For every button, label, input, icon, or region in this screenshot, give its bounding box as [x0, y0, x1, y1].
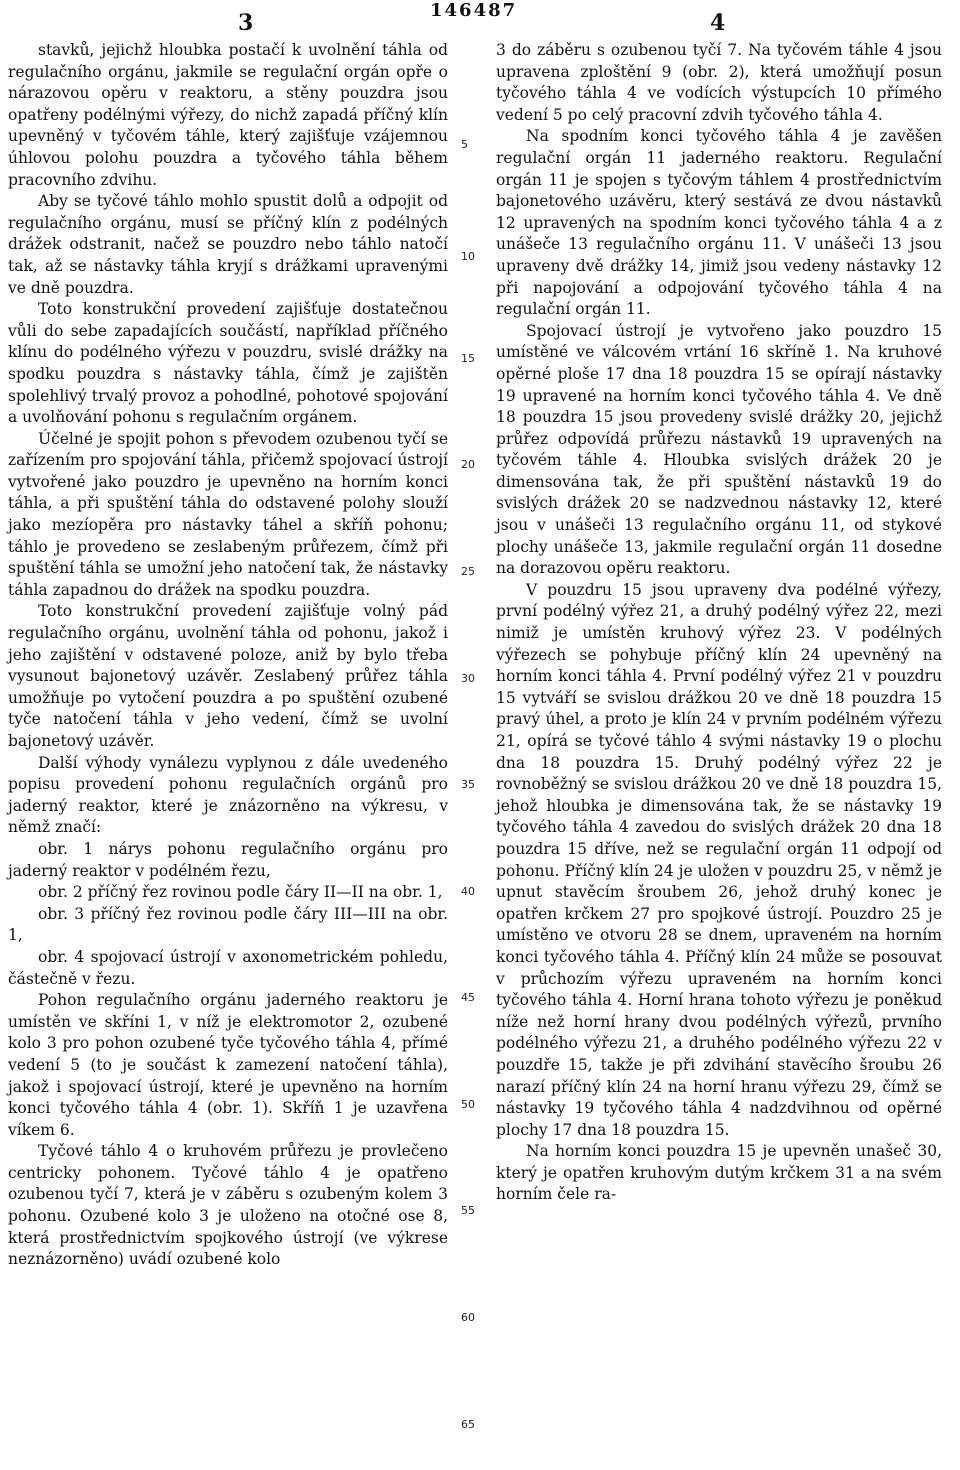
- line-number: 10: [461, 250, 475, 263]
- paragraph: Toto konstrukční provedení zajišťuje dostatečnou vůli do sebe zapadajících součástí, například příčného klínu do podélného výřezu v pouzdru, svislé drážky na spodku pouzdra s nástavky táhla, čímž je zajištěn spolehlivý trvalý provoz a pohodlné, pohotové spojování a uvolňování pohonu s regulačním orgánem.: [8, 300, 448, 427]
- paragraph: Tyčové táhlo 4 o kruhovém průřezu je provlečeno centricky pohonem. Tyčové táhlo 4 je opatřeno ozubenou tyčí 7, která je v záběru s ozubeným kolem 3 pohonu. Ozubené kolo 3 je uloženo na otočné ose 8, která prostřednictvím spojkového ústrojí (ve výkrese neznázorněno) uvádí ozubené kolo: [8, 1142, 448, 1269]
- paragraph: Pohon regulačního orgánu jaderného reaktoru je umístěn ve skříni 1, v níž je elektromotor 2, ozubené kolo 3 pro pohon ozubené tyče tyčového táhla 4, přímé vedení 5 (to je součást k zamezení natočení táhla), jakož i spojovací ústrojí, které je upevněno na horním konci tyčového táhla 4 (obr. 1). Skříň 1 je uzavřena víkem 6.: [8, 991, 448, 1139]
- line-number: 5: [461, 138, 468, 151]
- line-number: 30: [461, 672, 475, 685]
- page-number-left: 3: [238, 10, 254, 36]
- line-number: 65: [461, 1418, 475, 1431]
- line-number: 40: [461, 885, 475, 898]
- figure-caption: obr. 3 příčný řez rovinou podle čáry III—III na obr. 1,: [8, 904, 448, 945]
- line-number: 15: [461, 352, 475, 365]
- paragraph: Toto konstrukční provedení zajišťuje volný pád regulačního orgánu, uvolnění táhla od pohonu, jakož i jeho zajištění v odstavené poloze, aniž by bylo třeba vysunout bajonetový uzávěr. Zeslabený průřez táhla umožňuje po vytočení pouzdra a po spuštění ozubené tyče natočení táhla v jeho vedení, čímž se uvolní bajonetový uzávěr.: [8, 602, 448, 750]
- line-number: 20: [461, 458, 475, 471]
- figure-caption: obr. 1 nárys pohonu regulačního orgánu pro jaderný reaktor v podélném řezu,: [8, 839, 448, 880]
- page-header: [0, 0, 960, 44]
- paragraph: Na horním konci pouzdra 15 je upevněn unašeč 30, který je opatřen kruhovým dutým krčkem 31 a na svém horním čele ra-: [496, 1142, 942, 1204]
- line-number: 45: [461, 991, 475, 1004]
- patent-number: 146487: [430, 0, 518, 21]
- figure-caption: obr. 4 spojovací ústrojí v axonometrickém pohledu, částečně v řezu.: [8, 947, 448, 988]
- line-number: 35: [461, 778, 475, 791]
- right-text-column: [496, 40, 942, 1206]
- page-number-right: 4: [710, 10, 726, 36]
- paragraph: Na spodním konci tyčového táhla 4 je zavěšen regulační orgán 11 jaderného reaktoru. Regulační orgán 11 je spojen s tyčovým táhlem 4 prostřednictvím bajonetového uzávěru, který sestává ze dvou nástavků 12 upravených na spodním konci tyčového táhla 4 a z unášeče 13 regulačního orgánu 11. V unášeči 13 jsou upraveny dvě drážky 14, jimiž jsou vedeny nástavky 12 při napojování a odpojování tyčového táhla 4 na regulační orgán 11.: [496, 127, 942, 319]
- line-number: 60: [461, 1311, 475, 1324]
- line-number: 50: [461, 1098, 475, 1111]
- left-text-column: [8, 40, 448, 1271]
- paragraph: V pouzdru 15 jsou upraveny dva podélné výřezy, první podélný výřez 21, a druhý podélný výřez 22, mezi nimiž je umístěn kruhový výřez 23. V podélných výřezech se pohybuje příčný klín 24 upevněný na horním konci táhla 4. První podélný výřez 21 v pouzdru 15 vytváří se svislou drážkou 20 ve dně 18 pouzdra 15 pravý úhel, a proto je klín 24 v prvním podélném výřezu 21, opírá se tyčové táhlo 4 svými nástavky 19 o plochu dna 18 pouzdra 15. Druhý podélný výřez 22 je rovnoběžný se svislou drážkou 20 ve dně 18 pouzdra 15, jehož hloubka je dimensována tak, že se nástavky 19 tyčového táhla 4 zavedou do svislých drážek 20 dna 18 pouzdra 15 dříve, než se regulační orgán 11 odpojí od pohonu. Příčný klín 24 je uložen v pouzdru 25, v němž je upnut stavěcím šroubem 26, jehož druhý konec je opatřen krčkem 27 pro spojkové ústrojí. Pouzdro 25 je umístěno ve otvoru 28 se dnem, upraveném na horním konci tyčového táhla 4. Příčný klín 24 může se posouvat v průchozím výřezu upraveném na horním konci tyčového táhla 4. Horní hrana tohoto výřezu je poněkud níže než horní hrany dvou podélných výřezů, prvního podélného výřezu 21, a druhého podélného výřezu 22 v pouzdře 15, takže je při zdvihání stavěcího šroubu 26 narazí příčný klín 24 na horní hranu výřezu 29, čímž se nástavky 19 tyčového táhla 4 nadzdvihnou od opěrné plochy 17 dna 18 pouzdra 15.: [496, 580, 942, 1139]
- paragraph: Aby se tyčové táhlo mohlo spustit dolů a odpojit od regulačního orgánu, musí se příčný klín z podélných drážek odstranit, načež se pouzdro nebo táhlo natočí tak, až se nástavky táhla kryjí s drážkami upravenými ve dně pouzdra.: [8, 192, 448, 297]
- figure-caption: obr. 2 příčný řez rovinou podle čáry II—II na obr. 1,: [38, 883, 443, 902]
- paragraph: Spojovací ústrojí je vytvořeno jako pouzdro 15 umístěné ve válcovém vrtání 16 skříně 1. Na kruhové opěrné ploše 17 dna 18 pouzdra 15 se opírají nástavky 19 upravené na horním konci tyčového táhla 4. Ve dně 18 pouzdra 15 jsou provedeny svislé drážky 20, jejichž průřez odpovídá průřezu nástavků 19 upravených na tyčovém táhle 4. Hloubka svislých drážek 20 je dimensována tak, že při spuštění nástavků 19 do svislých drážek 20 se nadzvednou nástavky 12, které jsou v unášeči 13 regulačního orgánu 11, od stykové plochy unášeče 13, jakmile regulační orgán 11 dosedne na dorazovou opěru reaktoru.: [496, 321, 942, 578]
- paragraph: Účelné je spojit pohon s převodem ozubenou tyčí se zařízením pro spojování táhla, přičemž spojovací ústrojí vytvořené jako pouzdro je upevněno na horním konci táhla, a při spuštění táhla do odstavené polohy slouží jako mezíopěra pro nástavky táhel a skříň pohonu; táhlo je provedeno se zeslabeným průřezem, čímž při spuštění táhla se umožní jeho natočení tak, že nástavky táhla zapadnou do drážek na spodku pouzdra.: [8, 429, 448, 599]
- paragraph: 3 do záběru s ozubenou tyčí 7. Na tyčovém táhle 4 jsou upravena zploštění 9 (obr. 2), která umožňují posun tyčového táhla 4 ve vodících výstupcích 10 přímého vedení 5 po celý pracovní zdvih tyčového táhla 4.: [496, 41, 942, 124]
- line-number: 25: [461, 565, 475, 578]
- paragraph: Další výhody vynálezu vyplynou z dále uvedeného popisu provedení pohonu regulačních orgánů pro jaderný reaktor, které je znázorněno na výkresu, v němž značí:: [8, 753, 448, 837]
- line-number: 55: [461, 1204, 475, 1217]
- paragraph: stavků, jejichž hloubka postačí k uvolnění táhla od regulačního orgánu, jakmile se regulační orgán opře o nárazovou opěru v reaktoru, a stěny pouzdra jsou opatřeny podélnými výřezy, do nichž zapadá příčný klín upevněný v tyčovém táhle, který zajišťuje vzájemnou úhlovou polohu pouzdra a tyčového táhla během pracovního zdvihu.: [8, 41, 448, 189]
